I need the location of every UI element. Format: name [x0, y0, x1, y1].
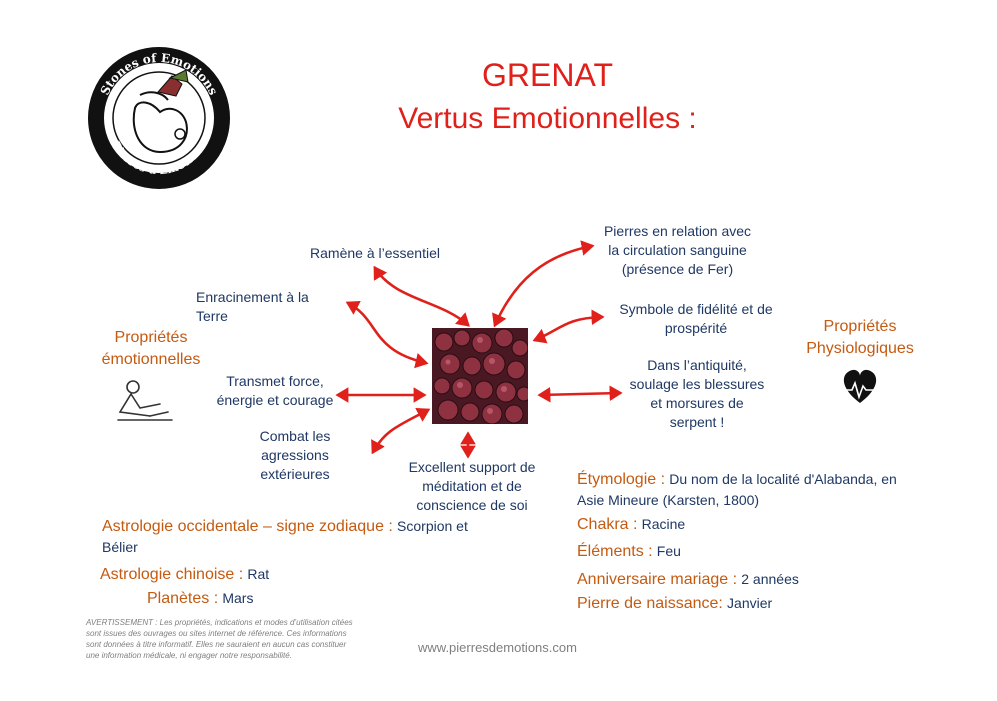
- chakra-label: Chakra :: [577, 516, 638, 533]
- svg-text:Stones of Emotions: [98, 51, 221, 98]
- planets-label: Planètes :: [147, 590, 219, 607]
- chakra: [577, 514, 685, 535]
- node-meditation-line2: méditation et de: [422, 478, 522, 494]
- birthstone-value: Janvier: [727, 595, 773, 611]
- etymology-label: Étymologie :: [577, 471, 666, 488]
- etymology: [577, 469, 917, 511]
- svg-text:Pierres d’Emotions: [109, 139, 209, 177]
- node-antiquite-line3: et morsures de: [650, 395, 744, 411]
- website-link[interactable]: www.pierresdemotions.com: [418, 640, 577, 655]
- node-fidelite-line1: Symbole de fidélité et de: [619, 301, 773, 317]
- wedding-anniversary-value: 2 années: [741, 571, 799, 587]
- elements-label: Éléments :: [577, 543, 653, 560]
- planets: [147, 588, 253, 609]
- etymology-value-1: Du nom de la localité d'Alabanda, en: [669, 471, 897, 487]
- node-circulation: [595, 222, 760, 279]
- node-circulation-line1: Pierres en relation avec: [603, 223, 752, 239]
- node-combat: [240, 427, 350, 484]
- node-force-line1: Transmet force,: [226, 373, 324, 389]
- birthstone: [577, 593, 772, 614]
- disclaimer-line4: une information médicale, ni engager notre responsabilité.: [86, 651, 292, 660]
- elements: [577, 541, 681, 562]
- node-meditation: [392, 458, 552, 515]
- node-enracinement: [196, 288, 326, 326]
- node-essentiel: Ramène à l’essentiel: [310, 245, 440, 261]
- category-physiological: Propriétés Physiologiques: [806, 318, 914, 357]
- disclaimer-line3: sont données à titre informatif. Elles ne sauraient en aucun cas constituer: [86, 640, 347, 649]
- elements-value: Feu: [656, 543, 681, 559]
- logo-text-bottom: Pierres d’Emotions: [109, 139, 209, 178]
- node-combat-line3: extérieures: [260, 466, 330, 482]
- category-emotional: Propriétés émotionnelles: [101, 329, 201, 368]
- node-force: [200, 372, 350, 410]
- node-combat-line2: agressions: [261, 447, 329, 463]
- astrology-western-value-1: Scorpion et: [397, 518, 468, 534]
- garnet-stone-image: [432, 328, 528, 424]
- page-subtitle: Vertus Emotionnelles :: [398, 102, 697, 135]
- astrology-chinese: [100, 564, 269, 585]
- wedding-anniversary: [577, 569, 799, 590]
- logo-text-top: Stones of Emotions: [97, 50, 221, 98]
- chakra-value: Racine: [641, 516, 686, 532]
- node-force-line2: énergie et courage: [216, 392, 334, 408]
- node-antiquite-line2: soulage les blessures: [629, 376, 765, 392]
- node-fidelite-line2: prospérité: [664, 320, 728, 336]
- node-fidelite: [606, 300, 786, 338]
- node-antiquite: [622, 356, 772, 432]
- disclaimer-line2: sont issues des ouvrages ou sites internet de référence. Ces informations: [86, 629, 347, 638]
- planets-value: Mars: [222, 590, 254, 606]
- node-enracinement-line1: Enracinement à la: [196, 289, 309, 305]
- node-antiquite-line1: Dans l’antiquité,: [647, 357, 747, 373]
- astrology-western-label: Astrologie occidentale – signe zodiaque :: [102, 518, 393, 535]
- node-circulation-line3: (présence de Fer): [621, 261, 734, 277]
- birthstone-label: Pierre de naissance:: [577, 595, 723, 612]
- astrology-western: [102, 516, 482, 558]
- node-meditation-line1: Excellent support de: [408, 459, 536, 475]
- node-meditation-line3: conscience de soi: [416, 497, 528, 513]
- page-title: GRENAT: [482, 57, 613, 93]
- astrology-chinese-value: Rat: [247, 566, 270, 582]
- astrology-chinese-label: Astrologie chinoise :: [100, 566, 244, 583]
- etymology-value-2: Asie Mineure (Karsten, 1800): [577, 492, 760, 508]
- wedding-anniversary-label: Anniversaire mariage :: [577, 571, 738, 588]
- node-enracinement-line2: Terre: [196, 308, 228, 324]
- node-combat-line1: Combat les: [259, 428, 331, 444]
- astrology-western-value-2: Bélier: [102, 539, 138, 555]
- disclaimer-line1: AVERTISSEMENT : Les propriétés, indications et modes d’utilisation citées: [86, 618, 353, 627]
- disclaimer: [86, 617, 386, 661]
- node-circulation-line2: la circulation sanguine: [608, 242, 747, 258]
- node-antiquite-line4: serpent !: [669, 414, 725, 430]
